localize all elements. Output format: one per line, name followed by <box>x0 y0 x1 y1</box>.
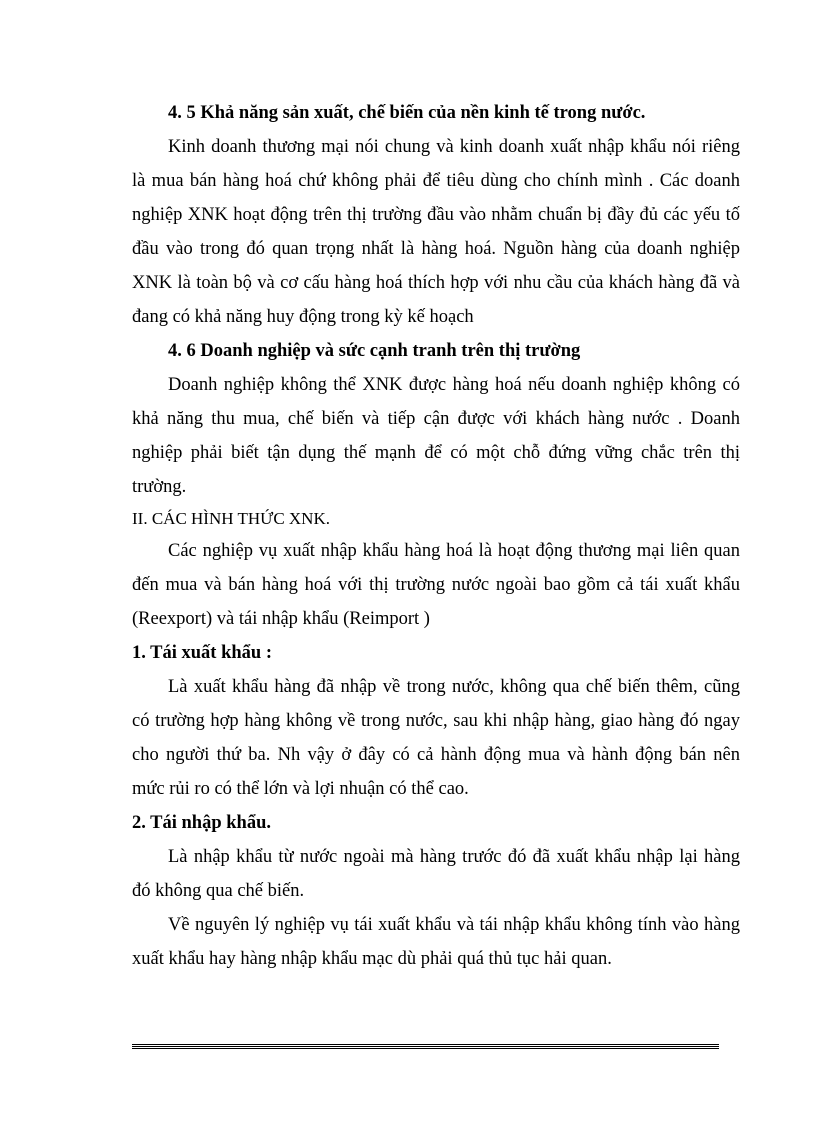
paragraph-line: XNK là toàn bộ và cơ cấu hàng hoá thích hợp với nhu cầu của khách hàng đã và <box>132 273 740 293</box>
paragraph-line: (Reexport) và tái nhập khẩu (Reimport ) <box>132 609 430 629</box>
paragraph-line: nghiệp XNK hoạt động trên thị trường đầu vào nhằm chuẩn bị đầy đủ các yếu tố <box>132 205 740 225</box>
section-title-ii: II. CÁC HÌNH THỨC XNK. <box>132 509 330 528</box>
paragraph-line: Các nghiệp vụ xuất nhập khẩu hàng hoá là hoạt động thương mại liên quan <box>168 541 740 561</box>
paragraph-line: Là nhập khẩu từ nước ngoài mà hàng trước đó đã xuất khẩu nhập lại hàng <box>168 847 740 867</box>
section-heading-4-6: 4. 6 Doanh nghiệp và sức cạnh tranh trên thị trường <box>168 341 581 361</box>
section-heading-2: 2. Tái nhập khẩu. <box>132 813 272 833</box>
paragraph-ii <box>132 534 740 636</box>
paragraph-line: đó không qua chế biến. <box>132 881 305 901</box>
paragraph-line: trường. <box>132 477 187 497</box>
paragraph-line: mức rủi ro có thể lớn và lợi nhuận có thể cao. <box>132 779 469 799</box>
paragraph-line: cho người thứ ba. Nh vậy ở đây có cả hành động mua và hành động bán nên <box>132 745 740 765</box>
document-body <box>132 96 740 976</box>
paragraph-line: xuất khẩu hay hàng nhập khẩu mạc dù phải quá thủ tục hải quan. <box>132 949 612 969</box>
paragraph-line: Doanh nghiệp không thể XNK được hàng hoá nếu doanh nghiệp không có <box>168 375 740 395</box>
paragraph-line: có trường hợp hàng không về trong nước, sau khi nhập hàng, giao hàng đó ngay <box>132 711 740 731</box>
paragraph-line: đến mua và bán hàng hoá với thị trường nước ngoài bao gồm cả tái xuất khẩu <box>132 575 740 595</box>
paragraph-line: là mua bán hàng hoá chứ không phải để tiêu dùng cho chính mình . Các doanh <box>132 171 740 191</box>
paragraph-line: nghiệp phải biết tận dụng thế mạnh để có một chỗ đứng vững chắc trên thị <box>132 443 740 463</box>
paragraph-4-5 <box>132 130 740 334</box>
paragraph-1 <box>132 670 740 806</box>
paragraph-2b <box>132 908 740 976</box>
paragraph-line: Là xuất khẩu hàng đã nhập về trong nước, không qua chế biến thêm, cũng <box>168 677 740 697</box>
paragraph-4-6 <box>132 368 740 504</box>
paragraph-line: Về nguyên lý nghiệp vụ tái xuất khẩu và tái nhập khẩu không tính vào hàng <box>168 915 740 935</box>
footer-divider <box>132 1044 719 1049</box>
section-heading-1: 1. Tái xuất khẩu : <box>132 643 272 663</box>
paragraph-line: đang có khả năng huy động trong kỳ kế hoạch <box>132 307 474 327</box>
paragraph-line: Kinh doanh thương mại nói chung và kinh doanh xuất nhập khẩu nói riêng <box>168 137 740 157</box>
paragraph-line: khả năng thu mua, chế biến và tiếp cận được với khách hàng nước . Doanh <box>132 409 740 429</box>
paragraph-2 <box>132 840 740 908</box>
paragraph-line: đầu vào trong đó quan trọng nhất là hàng hoá. Nguồn hàng của doanh nghiệp <box>132 239 740 259</box>
section-heading-4-5: 4. 5 Khả năng sản xuất, chế biến của nền kinh tế trong nước. <box>168 103 646 123</box>
